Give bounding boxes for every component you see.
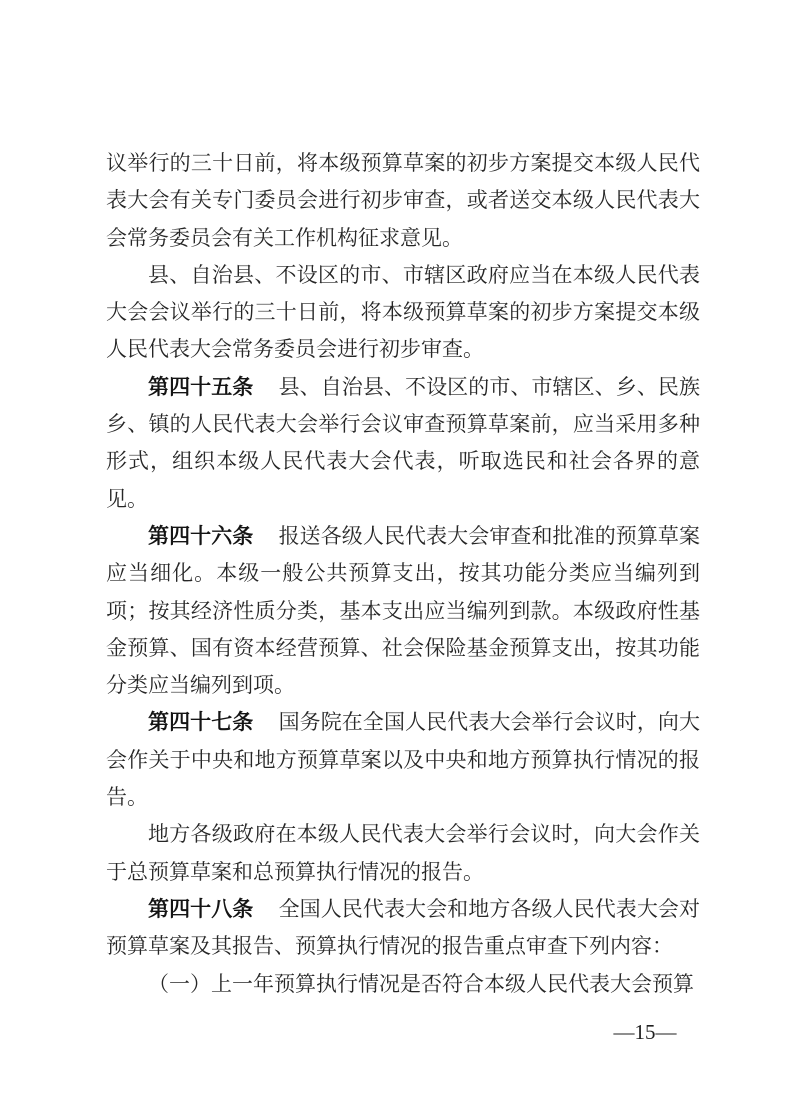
article-number: 第四十五条	[148, 374, 254, 399]
page-number: —15—	[613, 1020, 677, 1044]
paragraph	[106, 257, 700, 369]
paragraph-text: 报送各级人民代表大会审查和批准的预算草案应当细化。本级一般公共预算支出，按其功能分类应当编列到项；按其经济性质分类，基本支出应当编列到款。本级政府性基金预算、国有资本经营预算、社会保险基金预算支出，按其功能分类应当编列到项。	[106, 523, 701, 698]
paragraph-article-47	[106, 704, 700, 816]
paragraph-text: 议举行的三十日前，将本级预算草案的初步方案提交本级人民代表大会有关专门委员会进行初步审查，或者送交本级人民代表大会常务委员会有关工作机构征求意见。	[106, 151, 700, 250]
paragraph-text: 国务院在全国人民代表大会举行会议时，向大会作关于中央和地方预算草案以及中央和地方预算执行情况的报告。	[106, 710, 701, 810]
article-number: 第四十八条	[148, 896, 254, 921]
paragraph-article-46	[106, 518, 700, 704]
paragraph-text: 县、自治县、不设区的市、市辖区政府应当在本级人民代表大会会议举行的三十日前，将本级预算草案的初步方案提交本级人民代表大会常务委员会进行初步审查。	[106, 262, 700, 362]
paragraph-article-45	[106, 369, 700, 518]
paragraph	[106, 816, 700, 891]
article-number: 第四十七条	[148, 710, 254, 735]
paragraph-article-48	[106, 891, 700, 966]
paragraph-text: 县、自治县、不设区的市、市辖区、乡、民族乡、镇的人民代表大会举行会议审查预算草案前，应当采用多种形式，组织本级人民代表大会代表，听取选民和社会各界的意见。	[106, 374, 701, 511]
paragraph-list-item-1	[106, 966, 700, 1003]
paragraph-text: （一）上一年预算执行情况是否符合本级人民代表大会预算	[148, 971, 694, 996]
document-text-column	[106, 145, 700, 1003]
paragraph-text: 全国人民代表大会和地方各级人民代表大会对预算草案及其报告、预算执行情况的报告重点审查下列内容：	[106, 896, 701, 959]
paragraph-continuation	[106, 145, 700, 257]
paragraph-text: 地方各级政府在本级人民代表大会举行会议时，向大会作关于总预算草案和总预算执行情况的报告。	[106, 822, 700, 884]
article-number: 第四十六条	[148, 523, 254, 548]
